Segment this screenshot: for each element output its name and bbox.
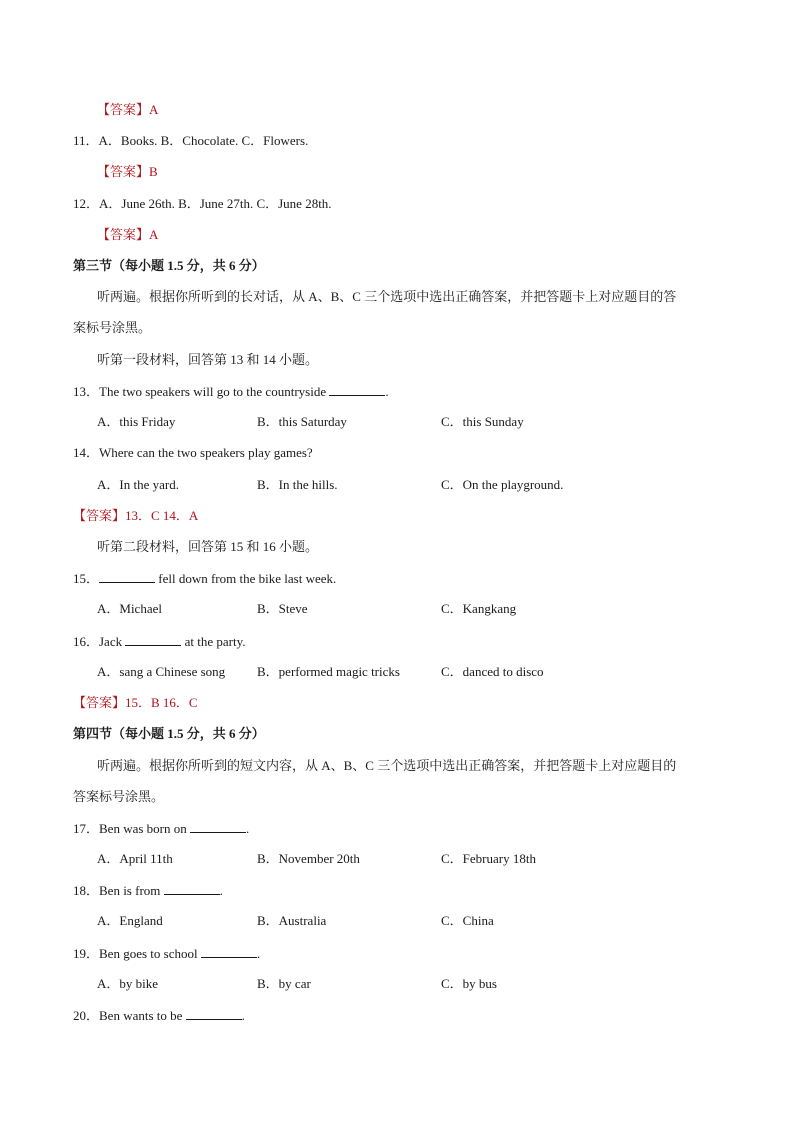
option-15b: B．Steve [257, 601, 308, 616]
option-17b: B．November 20th [257, 851, 360, 866]
answer-blank [164, 882, 220, 895]
ans-12: 【答案】A [97, 227, 159, 242]
period: . [256, 946, 261, 961]
option-18a: A．England [97, 913, 163, 928]
ans-15-16: 【答案】15．B 16．C [73, 695, 198, 710]
answer-blank [99, 570, 155, 583]
question-13 [73, 383, 389, 400]
question-16 [73, 633, 246, 650]
option-19b: B．by car [257, 976, 311, 991]
question-19 [73, 945, 260, 962]
q16-text-a: 16．Jack [73, 634, 123, 649]
option-14c: C．On the playground. [441, 477, 564, 492]
option-19c: C．by bus [441, 976, 497, 991]
question-17 [73, 820, 249, 837]
option-16c: C．danced to disco [441, 664, 544, 679]
question-12: 12．A．June 26th. B．June 27th. C．June 28th. [73, 196, 332, 211]
answer-blank [329, 383, 385, 396]
option-16b: B．performed magic tricks [257, 664, 400, 679]
section-3-heading: 第三节（每小题 1.5 分，共 6 分） [73, 258, 265, 273]
option-14b: B．In the hills. [257, 477, 338, 492]
answer-blank [186, 1007, 242, 1020]
option-13b: B．this Saturday [257, 414, 347, 429]
option-19a: A．by bike [97, 976, 159, 991]
section-3-instruction-2: 案标号涂黑。 [73, 320, 152, 335]
answer-blank [125, 633, 181, 646]
material-1: 听第一段材料，回答第 13 和 14 小题。 [97, 352, 319, 367]
period: . [241, 1008, 245, 1023]
section-4-instruction-1: 听两遍。根据你所听到的短文内容，从 A、B、C 三个选项中选出正确答案，并把答题卡上对应题目的 [97, 758, 677, 773]
section-4-instruction-2: 答案标号涂黑。 [73, 789, 165, 804]
period: . [246, 821, 250, 836]
option-17a: A．April 11th [97, 851, 173, 866]
q16-text-b: at the party. [184, 634, 246, 649]
q18-text: 18．Ben is from [73, 883, 161, 898]
question-14: 14．Where can the two speakers play games? [73, 445, 313, 460]
option-13c: C．this Sunday [441, 414, 524, 429]
option-18c: C．China [441, 913, 494, 928]
q19-text: 19．Ben goes to school [73, 946, 198, 961]
ans-10: 【答案】A [97, 102, 159, 117]
q15-text: fell down from the bike last week. [158, 571, 337, 586]
option-13a: A．this Friday [97, 414, 176, 429]
option-14a: A．In the yard. [97, 477, 179, 492]
question-13-text: 13．The two speakers will go to the countryside [73, 384, 327, 399]
question-15 [73, 570, 336, 587]
answer-blank [190, 820, 246, 833]
question-11: 11．A．Books. B．Chocolate. C．Flowers. [73, 133, 309, 148]
ans-11: 【答案】B [97, 164, 158, 179]
question-18 [73, 882, 223, 899]
material-2: 听第二段材料，回答第 15 和 16 小题。 [97, 539, 319, 554]
option-15a: A．Michael [97, 601, 162, 616]
section-4-heading: 第四节（每小题 1.5 分，共 6 分） [73, 726, 265, 741]
option-16a: A．sang a Chinese song [97, 664, 226, 679]
option-15c: C．Kangkang [441, 601, 517, 616]
period: . [385, 384, 389, 399]
section-3-instruction-1: 听两遍。根据你所听到的长对话，从 A、B、C 三个选项中选出正确答案，并把答题卡上对应题目的答 [97, 289, 677, 304]
question-20 [73, 1007, 245, 1024]
answer-blank [201, 945, 257, 958]
ans-13-14: 【答案】13．C 14．A [73, 508, 199, 523]
option-17c: C．February 18th [441, 851, 536, 866]
q20-text: 20．Ben wants to be [73, 1008, 183, 1023]
q15-number: 15． [73, 571, 100, 586]
option-18b: B．Australia [257, 913, 327, 928]
period: . [219, 883, 223, 898]
q17-text: 17．Ben was born on [73, 821, 187, 836]
